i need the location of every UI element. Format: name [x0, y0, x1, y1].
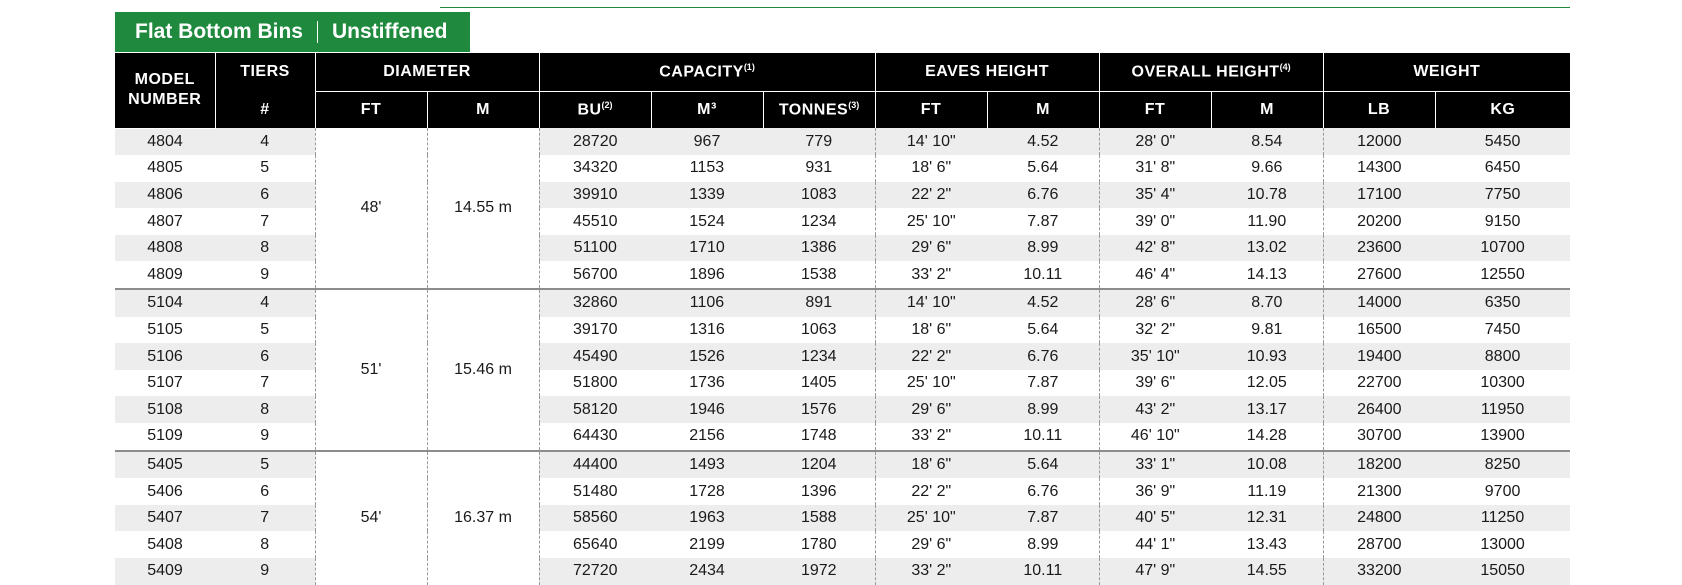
- capacity-bu-cell: 51800: [539, 370, 651, 397]
- col-overall-ft: FT: [1099, 92, 1211, 129]
- eaves-ft-cell: 29' 6": [875, 235, 987, 262]
- weight-lb-cell: 27600: [1323, 261, 1435, 289]
- col-diameter-ft: FT: [315, 92, 427, 129]
- capacity-tonnes-cell: 1538: [763, 261, 875, 289]
- model-number-cell: 4806: [115, 182, 215, 209]
- overall-m-cell: 12.05: [1211, 370, 1323, 397]
- model-number-cell: 5105: [115, 317, 215, 344]
- weight-lb-cell: 20200: [1323, 208, 1435, 235]
- tiers-cell: 6: [215, 182, 315, 209]
- weight-kg-cell: 15050: [1435, 558, 1570, 585]
- capacity-tonnes-cell: 1386: [763, 235, 875, 262]
- capacity-tonnes-cell: 891: [763, 289, 875, 317]
- weight-kg-cell: 7750: [1435, 182, 1570, 209]
- title-main: Flat Bottom Bins: [135, 20, 303, 43]
- capacity-tonnes-cell: 1063: [763, 317, 875, 344]
- capacity-bu-cell: 45490: [539, 343, 651, 370]
- capacity-bu-cell: 39170: [539, 317, 651, 344]
- model-number-cell: 4808: [115, 235, 215, 262]
- overall-m-cell: 8.70: [1211, 289, 1323, 317]
- overall-ft-cell: 44' 1": [1099, 531, 1211, 558]
- model-number-cell: 5108: [115, 396, 215, 423]
- weight-lb-cell: 14000: [1323, 289, 1435, 317]
- overall-ft-cell: 39' 6": [1099, 370, 1211, 397]
- capacity-label: CAPACITY: [659, 63, 744, 81]
- col-diameter: DIAMETER: [315, 53, 539, 92]
- model-number-cell: 4809: [115, 261, 215, 289]
- weight-lb-cell: 22700: [1323, 370, 1435, 397]
- overall-m-cell: 10.93: [1211, 343, 1323, 370]
- eaves-ft-cell: 33' 2": [875, 261, 987, 289]
- col-diameter-m: M: [427, 92, 539, 129]
- weight-kg-cell: 9700: [1435, 478, 1570, 505]
- capacity-bu-cell: 45510: [539, 208, 651, 235]
- weight-lb-cell: 24800: [1323, 505, 1435, 532]
- capacity-bu-cell: 39910: [539, 182, 651, 209]
- weight-kg-cell: 8250: [1435, 451, 1570, 479]
- capacity-m3-cell: 1316: [651, 317, 763, 344]
- model-number-cell: 5106: [115, 343, 215, 370]
- weight-lb-cell: 28700: [1323, 531, 1435, 558]
- eaves-ft-cell: 22' 2": [875, 343, 987, 370]
- capacity-m3-cell: 1526: [651, 343, 763, 370]
- diameter-m-cell: 16.37 m: [427, 451, 539, 585]
- table-row: [115, 451, 1570, 479]
- weight-kg-cell: 6450: [1435, 155, 1570, 182]
- overall-m-cell: 11.90: [1211, 208, 1323, 235]
- overall-ft-cell: 36' 9": [1099, 478, 1211, 505]
- table-row: [115, 128, 1570, 155]
- model-number-cell: 4804: [115, 128, 215, 155]
- tiers-cell: 5: [215, 155, 315, 182]
- capacity-tonnes-cell: 1396: [763, 478, 875, 505]
- weight-lb-cell: 21300: [1323, 478, 1435, 505]
- capacity-m3-cell: 1524: [651, 208, 763, 235]
- eaves-m-cell: 10.11: [987, 558, 1099, 585]
- overall-ft-cell: 28' 6": [1099, 289, 1211, 317]
- weight-lb-cell: 19400: [1323, 343, 1435, 370]
- overall-m-cell: 10.78: [1211, 182, 1323, 209]
- eaves-ft-cell: 18' 6": [875, 317, 987, 344]
- eaves-ft-cell: 22' 2": [875, 478, 987, 505]
- model-number-cell: 5405: [115, 451, 215, 479]
- eaves-m-cell: 4.52: [987, 289, 1099, 317]
- bu-label: BU: [577, 101, 602, 119]
- weight-lb-cell: 18200: [1323, 451, 1435, 479]
- overall-m-cell: 9.81: [1211, 317, 1323, 344]
- capacity-tonnes-cell: 1972: [763, 558, 875, 585]
- overall-m-cell: 9.66: [1211, 155, 1323, 182]
- col-capacity-bu: [539, 92, 651, 129]
- overall-m-cell: 11.19: [1211, 478, 1323, 505]
- model-number-cell: 5109: [115, 423, 215, 451]
- title-separator: [317, 21, 318, 43]
- col-eaves-height: EAVES HEIGHT: [875, 53, 1099, 92]
- eaves-m-cell: 4.52: [987, 128, 1099, 155]
- capacity-m3-cell: 1153: [651, 155, 763, 182]
- capacity-m3-cell: 1896: [651, 261, 763, 289]
- tonnes-footnote: (3): [848, 100, 860, 111]
- capacity-tonnes-cell: 1576: [763, 396, 875, 423]
- weight-kg-cell: 13000: [1435, 531, 1570, 558]
- tiers-cell: 8: [215, 235, 315, 262]
- eaves-m-cell: 10.11: [987, 423, 1099, 451]
- spec-table: [115, 53, 1570, 585]
- overall-ft-cell: 31' 8": [1099, 155, 1211, 182]
- col-eaves-m: M: [987, 92, 1099, 129]
- capacity-bu-cell: 44400: [539, 451, 651, 479]
- overall-ft-cell: 46' 10": [1099, 423, 1211, 451]
- capacity-bu-cell: 58560: [539, 505, 651, 532]
- overall-ft-cell: 42' 8": [1099, 235, 1211, 262]
- eaves-ft-cell: 25' 10": [875, 208, 987, 235]
- capacity-m3-cell: 1736: [651, 370, 763, 397]
- col-tiers-unit: #: [215, 92, 315, 129]
- overall-ft-cell: 39' 0": [1099, 208, 1211, 235]
- col-weight: WEIGHT: [1323, 53, 1570, 92]
- capacity-m3-cell: 2199: [651, 531, 763, 558]
- eaves-m-cell: 5.64: [987, 451, 1099, 479]
- header-rule: [440, 7, 1570, 8]
- overall-m-cell: 14.13: [1211, 261, 1323, 289]
- capacity-tonnes-cell: 1083: [763, 182, 875, 209]
- capacity-tonnes-cell: 1204: [763, 451, 875, 479]
- overall-m-cell: 14.28: [1211, 423, 1323, 451]
- weight-kg-cell: 5450: [1435, 128, 1570, 155]
- overall-ft-cell: 43' 2": [1099, 396, 1211, 423]
- tiers-cell: 6: [215, 343, 315, 370]
- capacity-bu-cell: 32860: [539, 289, 651, 317]
- eaves-m-cell: 5.64: [987, 155, 1099, 182]
- weight-kg-cell: 8800: [1435, 343, 1570, 370]
- tiers-cell: 9: [215, 261, 315, 289]
- model-number-cell: 5107: [115, 370, 215, 397]
- col-overall-m: M: [1211, 92, 1323, 129]
- tiers-cell: 7: [215, 505, 315, 532]
- capacity-m3-cell: 1946: [651, 396, 763, 423]
- weight-lb-cell: 26400: [1323, 396, 1435, 423]
- eaves-ft-cell: 29' 6": [875, 531, 987, 558]
- eaves-m-cell: 6.76: [987, 478, 1099, 505]
- capacity-m3-cell: 2156: [651, 423, 763, 451]
- model-number-cell: 5409: [115, 558, 215, 585]
- tiers-cell: 8: [215, 396, 315, 423]
- eaves-m-cell: 6.76: [987, 343, 1099, 370]
- model-number-cell: 5406: [115, 478, 215, 505]
- table-title: [115, 12, 470, 52]
- eaves-ft-cell: 29' 6": [875, 396, 987, 423]
- weight-lb-cell: 16500: [1323, 317, 1435, 344]
- overall-ft-cell: 35' 4": [1099, 182, 1211, 209]
- overall-label: OVERALL HEIGHT: [1131, 63, 1280, 81]
- weight-kg-cell: 13900: [1435, 423, 1570, 451]
- col-weight-lb: LB: [1323, 92, 1435, 129]
- model-number-cell: 5104: [115, 289, 215, 317]
- eaves-ft-cell: 14' 10": [875, 128, 987, 155]
- tiers-cell: 5: [215, 451, 315, 479]
- capacity-m3-cell: 1728: [651, 478, 763, 505]
- eaves-m-cell: 7.87: [987, 370, 1099, 397]
- title-sub: Unstiffened: [332, 20, 448, 43]
- weight-lb-cell: 12000: [1323, 128, 1435, 155]
- capacity-m3-cell: 2434: [651, 558, 763, 585]
- eaves-ft-cell: 14' 10": [875, 289, 987, 317]
- tiers-cell: 4: [215, 128, 315, 155]
- bu-footnote: (2): [601, 100, 613, 111]
- capacity-bu-cell: 65640: [539, 531, 651, 558]
- overall-footnote: (4): [1279, 62, 1291, 73]
- weight-lb-cell: 30700: [1323, 423, 1435, 451]
- capacity-bu-cell: 28720: [539, 128, 651, 155]
- overall-ft-cell: 33' 1": [1099, 451, 1211, 479]
- weight-lb-cell: 17100: [1323, 182, 1435, 209]
- capacity-m3-cell: 1106: [651, 289, 763, 317]
- col-overall-height: [1099, 53, 1323, 92]
- capacity-m3-cell: 1339: [651, 182, 763, 209]
- diameter-ft-cell: 51': [315, 289, 427, 451]
- model-number-cell: 5407: [115, 505, 215, 532]
- col-tiers: TIERS: [215, 53, 315, 92]
- eaves-ft-cell: 18' 6": [875, 155, 987, 182]
- eaves-ft-cell: 25' 10": [875, 505, 987, 532]
- diameter-m-cell: 14.55 m: [427, 128, 539, 289]
- overall-ft-cell: 35' 10": [1099, 343, 1211, 370]
- eaves-m-cell: 6.76: [987, 182, 1099, 209]
- tiers-cell: 5: [215, 317, 315, 344]
- weight-kg-cell: 11950: [1435, 396, 1570, 423]
- overall-m-cell: 12.31: [1211, 505, 1323, 532]
- col-weight-kg: KG: [1435, 92, 1570, 129]
- capacity-m3-cell: 1710: [651, 235, 763, 262]
- col-eaves-ft: FT: [875, 92, 987, 129]
- capacity-m3-cell: 1963: [651, 505, 763, 532]
- tiers-cell: 6: [215, 478, 315, 505]
- tonnes-label: TONNES: [778, 101, 849, 119]
- col-capacity-tonnes: [763, 92, 875, 129]
- col-capacity-m3: M³: [651, 92, 763, 129]
- overall-ft-cell: 28' 0": [1099, 128, 1211, 155]
- tiers-cell: 7: [215, 370, 315, 397]
- capacity-tonnes-cell: 1588: [763, 505, 875, 532]
- eaves-m-cell: 7.87: [987, 505, 1099, 532]
- col-model-number: MODEL NUMBER: [115, 53, 215, 128]
- tiers-cell: 4: [215, 289, 315, 317]
- overall-m-cell: 8.54: [1211, 128, 1323, 155]
- tiers-cell: 7: [215, 208, 315, 235]
- capacity-tonnes-cell: 1234: [763, 343, 875, 370]
- weight-kg-cell: 9150: [1435, 208, 1570, 235]
- capacity-tonnes-cell: 931: [763, 155, 875, 182]
- overall-ft-cell: 32' 2": [1099, 317, 1211, 344]
- diameter-m-cell: 15.46 m: [427, 289, 539, 451]
- weight-kg-cell: 11250: [1435, 505, 1570, 532]
- capacity-tonnes-cell: 1780: [763, 531, 875, 558]
- weight-kg-cell: 10300: [1435, 370, 1570, 397]
- capacity-bu-cell: 51100: [539, 235, 651, 262]
- capacity-footnote: (1): [743, 62, 755, 73]
- diameter-ft-cell: 48': [315, 128, 427, 289]
- table-row: [115, 289, 1570, 317]
- eaves-ft-cell: 18' 6": [875, 451, 987, 479]
- overall-m-cell: 13.43: [1211, 531, 1323, 558]
- weight-lb-cell: 14300: [1323, 155, 1435, 182]
- capacity-m3-cell: 1493: [651, 451, 763, 479]
- weight-kg-cell: 7450: [1435, 317, 1570, 344]
- eaves-ft-cell: 22' 2": [875, 182, 987, 209]
- tiers-cell: 9: [215, 423, 315, 451]
- capacity-tonnes-cell: 1405: [763, 370, 875, 397]
- tiers-cell: 8: [215, 531, 315, 558]
- overall-ft-cell: 47' 9": [1099, 558, 1211, 585]
- eaves-m-cell: 5.64: [987, 317, 1099, 344]
- eaves-m-cell: 8.99: [987, 531, 1099, 558]
- overall-m-cell: 10.08: [1211, 451, 1323, 479]
- eaves-m-cell: 8.99: [987, 235, 1099, 262]
- overall-ft-cell: 46' 4": [1099, 261, 1211, 289]
- capacity-tonnes-cell: 779: [763, 128, 875, 155]
- eaves-ft-cell: 25' 10": [875, 370, 987, 397]
- overall-m-cell: 13.02: [1211, 235, 1323, 262]
- col-capacity: [539, 53, 875, 92]
- model-number-cell: 5408: [115, 531, 215, 558]
- eaves-ft-cell: 33' 2": [875, 558, 987, 585]
- weight-lb-cell: 33200: [1323, 558, 1435, 585]
- capacity-bu-cell: 34320: [539, 155, 651, 182]
- overall-m-cell: 13.17: [1211, 396, 1323, 423]
- capacity-m3-cell: 967: [651, 128, 763, 155]
- capacity-bu-cell: 58120: [539, 396, 651, 423]
- weight-lb-cell: 23600: [1323, 235, 1435, 262]
- capacity-bu-cell: 72720: [539, 558, 651, 585]
- capacity-tonnes-cell: 1234: [763, 208, 875, 235]
- tiers-cell: 9: [215, 558, 315, 585]
- weight-kg-cell: 6350: [1435, 289, 1570, 317]
- weight-kg-cell: 10700: [1435, 235, 1570, 262]
- capacity-bu-cell: 51480: [539, 478, 651, 505]
- overall-ft-cell: 40' 5": [1099, 505, 1211, 532]
- overall-m-cell: 14.55: [1211, 558, 1323, 585]
- eaves-m-cell: 10.11: [987, 261, 1099, 289]
- table-body: [115, 128, 1570, 585]
- eaves-m-cell: 7.87: [987, 208, 1099, 235]
- eaves-ft-cell: 33' 2": [875, 423, 987, 451]
- weight-kg-cell: 12550: [1435, 261, 1570, 289]
- diameter-ft-cell: 54': [315, 451, 427, 585]
- capacity-bu-cell: 56700: [539, 261, 651, 289]
- capacity-tonnes-cell: 1748: [763, 423, 875, 451]
- model-number-cell: 4805: [115, 155, 215, 182]
- eaves-m-cell: 8.99: [987, 396, 1099, 423]
- capacity-bu-cell: 64430: [539, 423, 651, 451]
- model-number-cell: 4807: [115, 208, 215, 235]
